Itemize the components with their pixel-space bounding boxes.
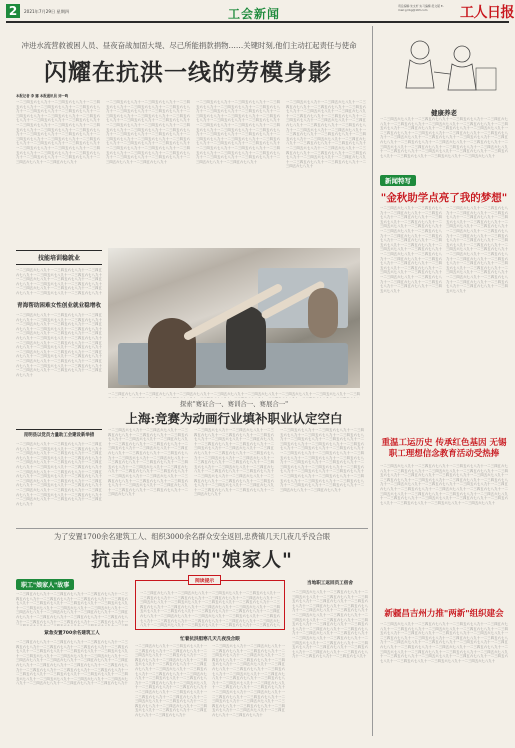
flood-headline: 抗击台风中的"娘家人"	[91, 549, 293, 571]
sidebar-text-3	[16, 442, 102, 542]
reading-tip-tag: 阅读提示	[188, 575, 221, 585]
sketch-illustration	[380, 28, 508, 106]
left-sidebar	[16, 250, 102, 542]
flood-subhead-mid: 忙着抗洪胆寒几天几夜没合眼	[180, 637, 240, 642]
lead-byline: 本报记者 李 娜 本报通讯员 刘一鸣	[16, 94, 69, 98]
photo-story-column-2	[194, 428, 274, 524]
header-rule	[6, 21, 509, 23]
scholarship-column-1	[380, 206, 442, 430]
flood-column-1b	[16, 640, 128, 742]
flood-kicker: 为了安置1700余名建筑工人、组织3000余名群众安全返回,忠费镇几天几夜几乎没合眼	[53, 532, 331, 541]
sketch-description	[380, 117, 508, 169]
issue-date: 2021年7月29日 星期四	[24, 9, 70, 14]
flood-column-2a	[135, 644, 207, 742]
sidebar-text-1	[16, 268, 102, 296]
flood-column-2b	[212, 644, 285, 742]
reading-tip-text	[140, 591, 280, 627]
section-title: 工会新闻	[228, 7, 281, 21]
changji-headline: 新疆昌吉州力推"两新"组织建会	[384, 609, 504, 619]
editor-credits: 责任编辑:朱文轩 实习编辑:吴文韬 E-mail:grrbg@163.com	[398, 4, 444, 12]
wuxi-text	[380, 464, 508, 600]
lead-column-2	[106, 100, 190, 245]
flood-column-1a	[16, 592, 128, 626]
news-feature-badge: 新闻特写	[380, 175, 416, 186]
changji-text	[380, 622, 508, 742]
page-number: 2	[6, 4, 20, 18]
photo-story-kicker: 探索"赛证合一、赛训合一、赛展合一"	[179, 400, 289, 408]
lead-kicker: 冲进水流营救被困人员、昼夜奋战加固大堤、尽己所能捐款捐物……关键时刻,他们主动扛起责任与使命	[21, 41, 357, 50]
news-photo	[108, 248, 360, 388]
sidebar-text-2	[16, 313, 102, 425]
photo-story-column-3	[280, 428, 364, 524]
flood-subhead-left: 紧急安置700余名建筑工人	[44, 631, 100, 636]
lead-column-4	[286, 100, 366, 245]
sidebar-headline-qinghai: 青海帮助困难女性创业就业稳增收	[17, 303, 101, 309]
scholarship-headline: "金秋助学点亮了我的梦想"	[380, 192, 508, 204]
wuxi-headline: 重温工运历史 传承红色基因 无锡职工理想信念教育活动受热捧	[381, 438, 507, 459]
sketch-title: 健康养老	[431, 109, 457, 117]
reading-tip-box	[135, 580, 285, 630]
photo-story-column-1	[108, 428, 188, 524]
photo-caption	[108, 392, 360, 398]
column-divider	[372, 26, 373, 736]
sidebar-subhead-kunming: 昆明县以党员力量助工会建设新举措	[16, 429, 102, 440]
story-series-badge: 职工"娘家人"故事	[16, 579, 74, 590]
flood-subhead-right: 当地职工返回员工宿舍	[307, 581, 353, 586]
lead-column-3	[196, 100, 280, 245]
lead-column-1	[16, 100, 100, 245]
photo-story-headline: 上海:竞赛为动画行业填补职业认定空白	[125, 411, 343, 426]
scholarship-column-2	[446, 206, 508, 430]
newspaper-masthead: 工人日报	[460, 5, 514, 21]
lead-headline: 闪耀在抗洪一线的劳模身影	[44, 59, 332, 86]
sidebar-subhead-skills: 技能培训稳就业	[16, 250, 102, 265]
flood-column-3	[292, 590, 368, 742]
section-rule	[16, 528, 368, 529]
